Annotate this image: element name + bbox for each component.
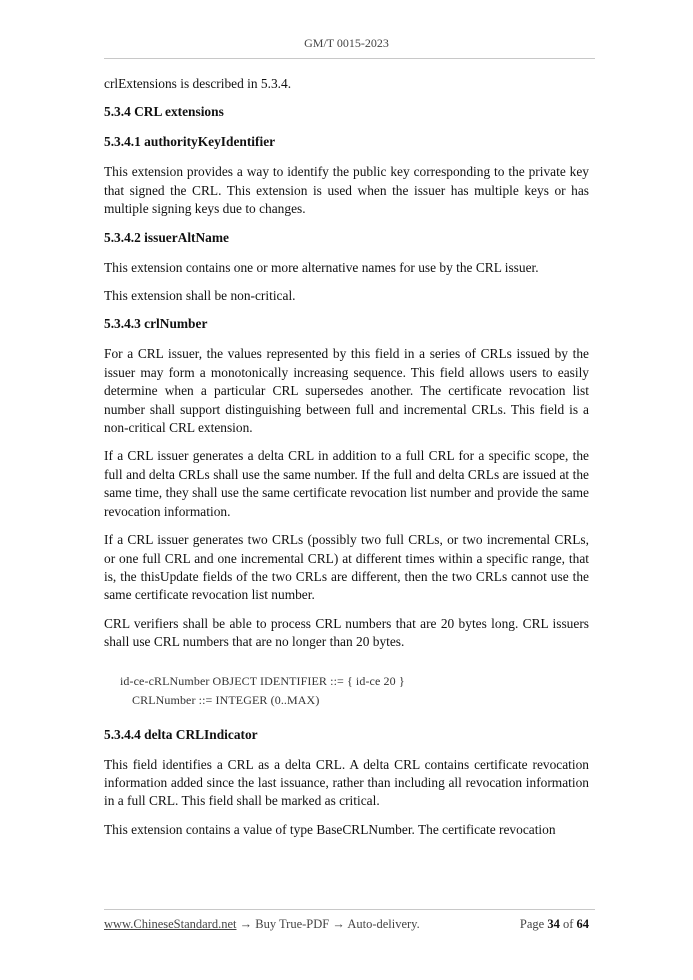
paragraph: If a CRL issuer generates a delta CRL in addition to a full CRL for a specific scope, the full and delta CRLs shall use the same number. If the full and delta CRLs are issued at the same time, they shall use the same certificate revocation list number and provide the same revocation information.: [104, 448, 589, 519]
heading-crl-extensions: 5.3.4 CRL extensions: [104, 104, 224, 120]
heading-crl-number: 5.3.4.3 crlNumber: [104, 316, 208, 332]
heading-delta-crl-indicator: 5.3.4.4 delta CRLIndicator: [104, 726, 258, 742]
paragraph: If a CRL issuer generates two CRLs (possibly two full CRLs, or two incremental CRLs, or one full CRL and one incremental CRL) at different times within a specific range, that is, the thisUpdate fields of the two CRLs are different, then the two CRLs cannot use the same certificate revocation list number.: [104, 532, 589, 603]
asn1-code-block: [120, 672, 589, 710]
footer-divider: [104, 909, 595, 910]
lead-paragraph: crlExtensions is described in 5.3.4.: [104, 76, 292, 91]
arrow-right-icon: →: [332, 917, 345, 931]
page-body: [104, 75, 589, 849]
running-header: GM/T 0015-2023: [304, 36, 389, 50]
paragraph: For a CRL issuer, the values represented by this field in a series of CRLs issued by the issuer may form a monotonically increasing sequence. This field allows users to easily determine when a particular CRL supersedes another. The certificate revocation list number shall support distinguishing between full and incremental CRLs. This field is a non-critical CRL extension.: [104, 346, 589, 436]
code-line: CRLNumber ::= INTEGER (0..MAX): [132, 692, 320, 707]
arrow-right-icon: →: [239, 917, 253, 931]
buy-true-pdf-text: Buy True-PDF: [255, 917, 330, 931]
header-divider: [104, 58, 595, 59]
code-line: id-ce-cRLNumber OBJECT IDENTIFIER ::= { id-ce 20 }: [120, 673, 405, 688]
paragraph: This extension provides a way to identify the public key corresponding to the private key that signed the CRL. This extension is used when the issuer has multiple keys or has multiple signing keys due to changes.: [104, 164, 589, 217]
heading-issuer-alt-name: 5.3.4.2 issuerAltName: [104, 229, 229, 245]
website-link[interactable]: www.ChineseStandard.net: [104, 917, 237, 931]
footer-promo: [104, 917, 420, 932]
paragraph: CRL verifiers shall be able to process CRL numbers that are 20 bytes long. CRL issuers shall use CRL numbers that are no longer than 20 bytes.: [104, 615, 589, 650]
heading-authority-key-identifier: 5.3.4.1 authorityKeyIdentifier: [104, 134, 276, 150]
of-label: of: [562, 917, 574, 931]
paragraph: This field identifies a CRL as a delta CRL. A delta CRL contains certificate revocation information added since the last issuance, rather than including all revocation information in a full CRL. This field shall be marked as critical.: [104, 756, 589, 809]
page-indicator: [520, 917, 589, 932]
page-number: 34: [547, 917, 560, 931]
auto-delivery-text: Auto-delivery.: [347, 917, 420, 931]
page-label: Page: [519, 917, 545, 931]
paragraph: This extension shall be non-critical.: [104, 288, 296, 304]
paragraph: This extension contains a value of type BaseCRLNumber. The certificate revocation: [104, 821, 556, 837]
page-total: 64: [576, 917, 589, 931]
paragraph: This extension contains one or more alternative names for use by the CRL issuer.: [104, 259, 539, 275]
